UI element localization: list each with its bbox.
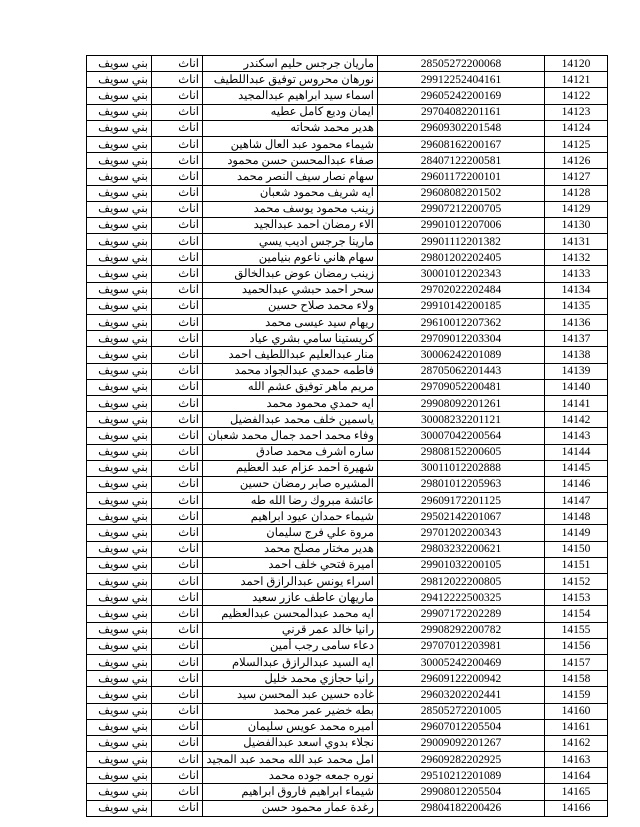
serial-number-cell: 14143 (545, 428, 608, 444)
governorate-cell: بني سويف (87, 185, 152, 201)
name-cell: مارينا جرجس اديب يسي (203, 234, 378, 250)
gender-cell: اناث (152, 687, 203, 703)
serial-number-cell: 14133 (545, 266, 608, 282)
name-cell: نوره جمعه جوده محمد (203, 768, 378, 784)
gender-cell: اناث (152, 654, 203, 670)
national-id-cell: 29908012205504 (378, 784, 545, 800)
national-id-cell: 29709052200481 (378, 379, 545, 395)
governorate-cell: بني سويف (87, 509, 152, 525)
gender-cell: اناث (152, 428, 203, 444)
name-cell: رغدة عمار محمود حسن (203, 800, 378, 816)
gender-cell: اناث (152, 217, 203, 233)
table-row (87, 217, 608, 233)
national-id-cell: 30007042200564 (378, 428, 545, 444)
governorate-cell: بني سويف (87, 703, 152, 719)
serial-number-cell: 14161 (545, 719, 608, 735)
table-row (87, 395, 608, 411)
serial-number-cell: 14127 (545, 169, 608, 185)
serial-number-cell: 14144 (545, 444, 608, 460)
national-id-cell: 29510212201089 (378, 768, 545, 784)
gender-cell: اناث (152, 768, 203, 784)
governorate-cell: بني سويف (87, 444, 152, 460)
national-id-cell: 29801012205963 (378, 476, 545, 492)
national-id-cell: 29609282202925 (378, 752, 545, 768)
serial-number-cell: 14160 (545, 703, 608, 719)
table-row (87, 638, 608, 654)
name-cell: وفاء محمد احمد جمال محمد شعبان (203, 428, 378, 444)
name-cell: دعاء سامى رجب أمين (203, 638, 378, 654)
national-id-cell: 29801202202405 (378, 250, 545, 266)
governorate-cell: بني سويف (87, 671, 152, 687)
national-id-cell: 29009092201267 (378, 735, 545, 751)
national-id-cell: 29804182200426 (378, 800, 545, 816)
table-row (87, 347, 608, 363)
gender-cell: اناث (152, 800, 203, 816)
national-id-cell: 28705062201443 (378, 363, 545, 379)
national-id-cell: 29603202202441 (378, 687, 545, 703)
gender-cell: اناث (152, 104, 203, 120)
national-id-cell: 29607012205504 (378, 719, 545, 735)
table-row (87, 201, 608, 217)
governorate-cell: بني سويف (87, 72, 152, 88)
governorate-cell: بني سويف (87, 363, 152, 379)
gender-cell: اناث (152, 298, 203, 314)
national-id-cell: 30011012202888 (378, 460, 545, 476)
name-cell: ماريان جرجس حليم اسكندر (203, 56, 378, 72)
national-id-cell: 29907212200705 (378, 201, 545, 217)
governorate-cell: بني سويف (87, 476, 152, 492)
table-row (87, 719, 608, 735)
table-row (87, 169, 608, 185)
name-cell: ايمان وديع كامل عطيه (203, 104, 378, 120)
serial-number-cell: 14139 (545, 363, 608, 379)
governorate-cell: بني سويف (87, 331, 152, 347)
national-id-cell: 30008232201121 (378, 412, 545, 428)
table-row (87, 72, 608, 88)
gender-cell: اناث (152, 88, 203, 104)
governorate-cell: بني سويف (87, 56, 152, 72)
table-row (87, 752, 608, 768)
serial-number-cell: 14153 (545, 590, 608, 606)
serial-number-cell: 14130 (545, 217, 608, 233)
name-cell: اميرة فتحي خلف احمد (203, 557, 378, 573)
gender-cell: اناث (152, 363, 203, 379)
table-row (87, 590, 608, 606)
governorate-cell: بني سويف (87, 412, 152, 428)
serial-number-cell: 14145 (545, 460, 608, 476)
national-id-cell: 29812022200805 (378, 574, 545, 590)
serial-number-cell: 14147 (545, 493, 608, 509)
governorate-cell: بني سويف (87, 120, 152, 136)
name-cell: نورهان محروس توفيق عبداللطيف (203, 72, 378, 88)
gender-cell: اناث (152, 671, 203, 687)
national-id-cell: 28505272200068 (378, 56, 545, 72)
serial-number-cell: 14129 (545, 201, 608, 217)
governorate-cell: بني سويف (87, 217, 152, 233)
national-id-cell: 29901032200105 (378, 557, 545, 573)
governorate-cell: بني سويف (87, 654, 152, 670)
governorate-cell: بني سويف (87, 315, 152, 331)
table-row (87, 687, 608, 703)
serial-number-cell: 14148 (545, 509, 608, 525)
serial-number-cell: 14150 (545, 541, 608, 557)
gender-cell: اناث (152, 735, 203, 751)
name-cell: ريهام سيد عيسى محمد (203, 315, 378, 331)
gender-cell: اناث (152, 266, 203, 282)
national-id-cell: 29912252404161 (378, 72, 545, 88)
governorate-cell: بني سويف (87, 622, 152, 638)
gender-cell: اناث (152, 719, 203, 735)
name-cell: شيماء محمود عبد العال شاهين (203, 136, 378, 152)
serial-number-cell: 14136 (545, 315, 608, 331)
gender-cell: اناث (152, 444, 203, 460)
table-row (87, 800, 608, 816)
serial-number-cell: 14151 (545, 557, 608, 573)
table-row (87, 703, 608, 719)
serial-number-cell: 14165 (545, 784, 608, 800)
national-id-cell: 29608162200167 (378, 136, 545, 152)
gender-cell: اناث (152, 234, 203, 250)
table-row (87, 574, 608, 590)
governorate-cell: بني سويف (87, 687, 152, 703)
table-row (87, 88, 608, 104)
serial-number-cell: 14131 (545, 234, 608, 250)
gender-cell: اناث (152, 541, 203, 557)
national-id-cell: 29908292200782 (378, 622, 545, 638)
gender-cell: اناث (152, 250, 203, 266)
table-row (87, 136, 608, 152)
governorate-cell: بني سويف (87, 298, 152, 314)
gender-cell: اناث (152, 136, 203, 152)
table-row (87, 606, 608, 622)
governorate-cell: بني سويف (87, 234, 152, 250)
table-row (87, 671, 608, 687)
national-id-cell: 29601172200101 (378, 169, 545, 185)
table-row (87, 557, 608, 573)
national-id-cell: 30006242201089 (378, 347, 545, 363)
name-cell: غاده حسين عبد المحسن سيد (203, 687, 378, 703)
table-row (87, 622, 608, 638)
table-row (87, 493, 608, 509)
name-cell: ايه شريف محمود شعبان (203, 185, 378, 201)
governorate-cell: بني سويف (87, 525, 152, 541)
table-row (87, 735, 608, 751)
serial-number-cell: 14164 (545, 768, 608, 784)
name-cell: مريم ماهر توفيق عشم الله (203, 379, 378, 395)
table-row (87, 379, 608, 395)
name-cell: هدير محمد شحاته (203, 120, 378, 136)
name-cell: ايه السيد عبدالرازق عبدالسلام (203, 654, 378, 670)
name-cell: اميره محمد عويس سليمان (203, 719, 378, 735)
serial-number-cell: 14140 (545, 379, 608, 395)
gender-cell: اناث (152, 282, 203, 298)
governorate-cell: بني سويف (87, 395, 152, 411)
gender-cell: اناث (152, 557, 203, 573)
table-row (87, 768, 608, 784)
governorate-cell: بني سويف (87, 735, 152, 751)
national-id-cell: 29608082201502 (378, 185, 545, 201)
serial-number-cell: 14142 (545, 412, 608, 428)
gender-cell: اناث (152, 703, 203, 719)
serial-number-cell: 14134 (545, 282, 608, 298)
governorate-cell: بني سويف (87, 493, 152, 509)
governorate-cell: بني سويف (87, 752, 152, 768)
national-id-cell: 29901112201382 (378, 234, 545, 250)
name-cell: امل محمد عبد الله محمد عبد المجيد (203, 752, 378, 768)
national-id-cell: 29709012203304 (378, 331, 545, 347)
name-cell: ياسمين خلف محمد عبدالفضيل (203, 412, 378, 428)
name-cell: مروة علي فرج سليمان (203, 525, 378, 541)
serial-number-cell: 14121 (545, 72, 608, 88)
serial-number-cell: 14155 (545, 622, 608, 638)
serial-number-cell: 14126 (545, 153, 608, 169)
table-row (87, 541, 608, 557)
national-id-cell: 29702022202484 (378, 282, 545, 298)
name-cell: بطه خضير عمر محمد (203, 703, 378, 719)
name-cell: ولاء محمد صلاح حسين (203, 298, 378, 314)
name-cell: سحر احمد حبشي عبدالحميد (203, 282, 378, 298)
serial-number-cell: 14125 (545, 136, 608, 152)
table-row (87, 234, 608, 250)
table-row (87, 460, 608, 476)
gender-cell: اناث (152, 395, 203, 411)
table-row (87, 363, 608, 379)
serial-number-cell: 14138 (545, 347, 608, 363)
serial-number-cell: 14128 (545, 185, 608, 201)
table-row (87, 250, 608, 266)
governorate-cell: بني سويف (87, 768, 152, 784)
serial-number-cell: 14135 (545, 298, 608, 314)
serial-number-cell: 14120 (545, 56, 608, 72)
governorate-cell: بني سويف (87, 282, 152, 298)
serial-number-cell: 14154 (545, 606, 608, 622)
gender-cell: اناث (152, 752, 203, 768)
national-id-cell: 29707012203981 (378, 638, 545, 654)
national-id-cell: 30001012202343 (378, 266, 545, 282)
gender-cell: اناث (152, 493, 203, 509)
serial-number-cell: 14124 (545, 120, 608, 136)
gender-cell: اناث (152, 622, 203, 638)
name-cell: سهام هاني ناعوم بنيامين (203, 250, 378, 266)
governorate-cell: بني سويف (87, 800, 152, 816)
table-row (87, 476, 608, 492)
governorate-cell: بني سويف (87, 169, 152, 185)
national-id-cell: 29609302201548 (378, 120, 545, 136)
name-cell: اسراء يونس عبدالرازق احمد (203, 574, 378, 590)
governorate-cell: بني سويف (87, 250, 152, 266)
gender-cell: اناث (152, 347, 203, 363)
gender-cell: اناث (152, 153, 203, 169)
table-row (87, 412, 608, 428)
gender-cell: اناث (152, 606, 203, 622)
name-cell: رانيا حجازي محمد خليل (203, 671, 378, 687)
serial-number-cell: 14123 (545, 104, 608, 120)
governorate-cell: بني سويف (87, 266, 152, 282)
gender-cell: اناث (152, 201, 203, 217)
governorate-cell: بني سويف (87, 428, 152, 444)
table-row (87, 266, 608, 282)
name-cell: كريستينا سامي بشري عياد (203, 331, 378, 347)
governorate-cell: بني سويف (87, 606, 152, 622)
national-id-cell: 29412222500325 (378, 590, 545, 606)
name-cell: شهيرة احمد عزام عبد العظيم (203, 460, 378, 476)
gender-cell: اناث (152, 574, 203, 590)
gender-cell: اناث (152, 185, 203, 201)
table-row (87, 282, 608, 298)
gender-cell: اناث (152, 460, 203, 476)
gender-cell: اناث (152, 169, 203, 185)
table-row (87, 331, 608, 347)
gender-cell: اناث (152, 784, 203, 800)
name-cell: الاء رمضان احمد عبدالجيد (203, 217, 378, 233)
serial-number-cell: 14137 (545, 331, 608, 347)
table-row (87, 298, 608, 314)
national-id-cell: 29502142201067 (378, 509, 545, 525)
serial-number-cell: 14163 (545, 752, 608, 768)
national-id-cell: 29701202200343 (378, 525, 545, 541)
national-id-cell: 29907172202289 (378, 606, 545, 622)
gender-cell: اناث (152, 315, 203, 331)
governorate-cell: بني سويف (87, 104, 152, 120)
name-cell: شيماء حمدان عيود ابراهيم (203, 509, 378, 525)
governorate-cell: بني سويف (87, 201, 152, 217)
national-id-cell: 29908092201261 (378, 395, 545, 411)
serial-number-cell: 14156 (545, 638, 608, 654)
national-id-cell: 28407122200581 (378, 153, 545, 169)
gender-cell: اناث (152, 120, 203, 136)
serial-number-cell: 14149 (545, 525, 608, 541)
governorate-cell: بني سويف (87, 136, 152, 152)
gender-cell: اناث (152, 509, 203, 525)
governorate-cell: بني سويف (87, 590, 152, 606)
name-cell: عائشة مبروك رضا الله طه (203, 493, 378, 509)
table-row (87, 185, 608, 201)
governorate-cell: بني سويف (87, 557, 152, 573)
serial-number-cell: 14122 (545, 88, 608, 104)
name-cell: المشيره صابر رمضان حسين (203, 476, 378, 492)
records-table (86, 55, 608, 817)
serial-number-cell: 14152 (545, 574, 608, 590)
national-id-cell: 29605242200169 (378, 88, 545, 104)
serial-number-cell: 14159 (545, 687, 608, 703)
name-cell: زينب رمضان عوض عبدالخالق (203, 266, 378, 282)
national-id-cell: 29803232200621 (378, 541, 545, 557)
governorate-cell: بني سويف (87, 638, 152, 654)
table-row (87, 315, 608, 331)
governorate-cell: بني سويف (87, 379, 152, 395)
gender-cell: اناث (152, 476, 203, 492)
table-row (87, 428, 608, 444)
records-table-body (87, 56, 608, 817)
name-cell: ماريهان عاطف عازر سعيد (203, 590, 378, 606)
name-cell: فاطمه حمدي عبدالجواد محمد (203, 363, 378, 379)
gender-cell: اناث (152, 379, 203, 395)
table-row (87, 104, 608, 120)
governorate-cell: بني سويف (87, 541, 152, 557)
national-id-cell: 30005242200469 (378, 654, 545, 670)
table-row (87, 153, 608, 169)
national-id-cell: 29704082201161 (378, 104, 545, 120)
national-id-cell: 28505272201005 (378, 703, 545, 719)
national-id-cell: 29910142200185 (378, 298, 545, 314)
table-row (87, 784, 608, 800)
table-row (87, 525, 608, 541)
national-id-cell: 29610012207362 (378, 315, 545, 331)
governorate-cell: بني سويف (87, 460, 152, 476)
gender-cell: اناث (152, 525, 203, 541)
governorate-cell: بني سويف (87, 347, 152, 363)
serial-number-cell: 14162 (545, 735, 608, 751)
serial-number-cell: 14146 (545, 476, 608, 492)
national-id-cell: 29609172201125 (378, 493, 545, 509)
governorate-cell: بني سويف (87, 719, 152, 735)
name-cell: منار عبدالعليم عبداللطيف احمد (203, 347, 378, 363)
table-row (87, 444, 608, 460)
table-row (87, 56, 608, 72)
gender-cell: اناث (152, 638, 203, 654)
gender-cell: اناث (152, 590, 203, 606)
name-cell: سهام نصار سيف النصر محمد (203, 169, 378, 185)
national-id-cell: 29808152200605 (378, 444, 545, 460)
name-cell: زينب محمود يوسف محمد (203, 201, 378, 217)
national-id-cell: 29609122200942 (378, 671, 545, 687)
name-cell: هدير مختار مصلح محمد (203, 541, 378, 557)
table-row (87, 654, 608, 670)
serial-number-cell: 14141 (545, 395, 608, 411)
governorate-cell: بني سويف (87, 784, 152, 800)
name-cell: ساره اشرف محمد صادق (203, 444, 378, 460)
governorate-cell: بني سويف (87, 153, 152, 169)
governorate-cell: بني سويف (87, 574, 152, 590)
name-cell: اسماء سيد ابراهيم عبدالمجيد (203, 88, 378, 104)
gender-cell: اناث (152, 412, 203, 428)
governorate-cell: بني سويف (87, 88, 152, 104)
serial-number-cell: 14166 (545, 800, 608, 816)
name-cell: ايه محمد عبدالمحسن عبدالعظيم (203, 606, 378, 622)
serial-number-cell: 14132 (545, 250, 608, 266)
name-cell: نجلاء بدوي اسعد عبدالفضيل (203, 735, 378, 751)
gender-cell: اناث (152, 331, 203, 347)
name-cell: شيماء ابراهيم فاروق ابراهيم (203, 784, 378, 800)
name-cell: صفاء عبدالمحسن حسن محمود (203, 153, 378, 169)
serial-number-cell: 14157 (545, 654, 608, 670)
table-row (87, 509, 608, 525)
serial-number-cell: 14158 (545, 671, 608, 687)
name-cell: رانيا خالد عمر قرني (203, 622, 378, 638)
gender-cell: اناث (152, 56, 203, 72)
name-cell: ايه حمدي محمود محمد (203, 395, 378, 411)
gender-cell: اناث (152, 72, 203, 88)
table-row (87, 120, 608, 136)
national-id-cell: 29901012207006 (378, 217, 545, 233)
